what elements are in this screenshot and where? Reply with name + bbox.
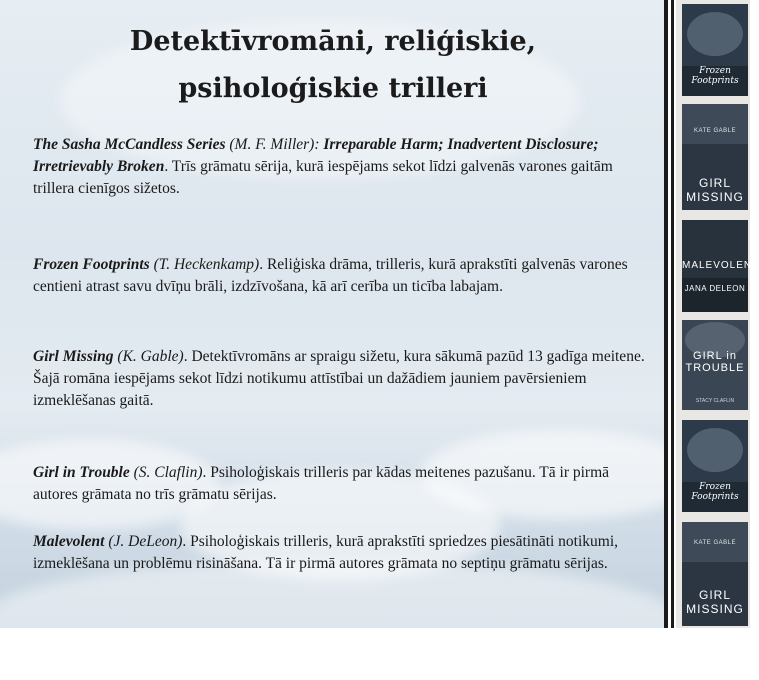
book-cover-frozen-footprints [682, 4, 748, 96]
title-line-1: Detektīvromāni, reliģiskie, [129, 26, 537, 57]
title-line-2: psiholoģiskie trilleri [178, 73, 488, 104]
divider-line [671, 0, 674, 628]
book-description: . Reliģiska drāma, trilleris, kurā aprakstīti galvenās varones centieni atrast savu dvīņu brāli, izdzīvošana, kā arī cerība un ticība labajam. [33, 256, 628, 295]
cover-title: MALEVOLENT [682, 260, 759, 271]
book-title: The Sasha McCandless Series [33, 136, 226, 153]
book-description: . Psiholoģiskais trilleris par kādas meitenes pazušanu. Tā ir pirmā autores grāmata no trīs grāmatu sērijas. [33, 464, 610, 503]
book-description: . Psiholoģiskais trilleris, kurā aprakstīti spriedzes piesātināti notikumi, izmeklēšana un problēmu risināšana. Tā ir pirmā autores grāmata no septiņu grāmatu sērijas. [33, 533, 619, 572]
cover-title: GIRL MISSING [686, 176, 744, 204]
book-cover-frozen-footprints-2 [682, 420, 748, 512]
book-entry-girl-in-trouble [33, 462, 653, 506]
book-title: Frozen Footprints [33, 256, 150, 273]
cover-title: Frozen Footprints [691, 66, 739, 86]
book-subtitles: Irreparable Harm; Inadvertent Disclosure; Irretrievably Broken [33, 136, 599, 175]
book-cover-girl-missing [682, 104, 748, 210]
cover-author: STACY CLAFLIN [695, 398, 735, 404]
book-author: (M. F. Miller): [225, 136, 324, 153]
book-cover-girl-missing-2 [682, 522, 748, 626]
book-author: (J. DeLeon) [104, 533, 183, 550]
book-entry-sasha [33, 134, 653, 200]
book-author: (S. Claflin) [129, 464, 203, 481]
book-description: . Detektīvromāns ar spraigu sižetu, kura sākumā pazūd 13 gadīga meitene. Šajā romāna iespējams sekot līdzi notikumu attīstībai un dažādiem jauniem pavērsieniem izmeklēšanas gaitā. [33, 348, 645, 409]
book-entry-girl-missing [33, 346, 653, 412]
divider-line [664, 0, 668, 628]
cover-title: Frozen Footprints [691, 482, 739, 502]
book-title: Girl in Trouble [33, 464, 130, 481]
book-entry-malevolent [33, 531, 653, 575]
book-author: (T. Heckenkamp) [149, 256, 260, 273]
book-title: Malevolent [33, 533, 105, 550]
cover-title: GIRL in TROUBLE [685, 350, 745, 374]
page-title [0, 18, 666, 112]
cover-author: KATE GABLE [694, 540, 736, 546]
book-author: (K. Gable) [113, 348, 184, 365]
book-title: Girl Missing [33, 348, 114, 365]
cover-author: KATE GABLE [694, 128, 736, 134]
cover-title: GIRL MISSING [686, 588, 744, 616]
book-entry-frozen-footprints [33, 254, 653, 298]
book-cover-girl-in-trouble [682, 320, 748, 410]
cover-author: JANA DELEON [684, 284, 746, 293]
book-cover-malevolent [682, 220, 759, 312]
book-description: . Trīs grāmatu sērija, kurā iespējams sekot līdzi galvenās varones gaitām trillera cienīgos sižetos. [33, 158, 613, 197]
